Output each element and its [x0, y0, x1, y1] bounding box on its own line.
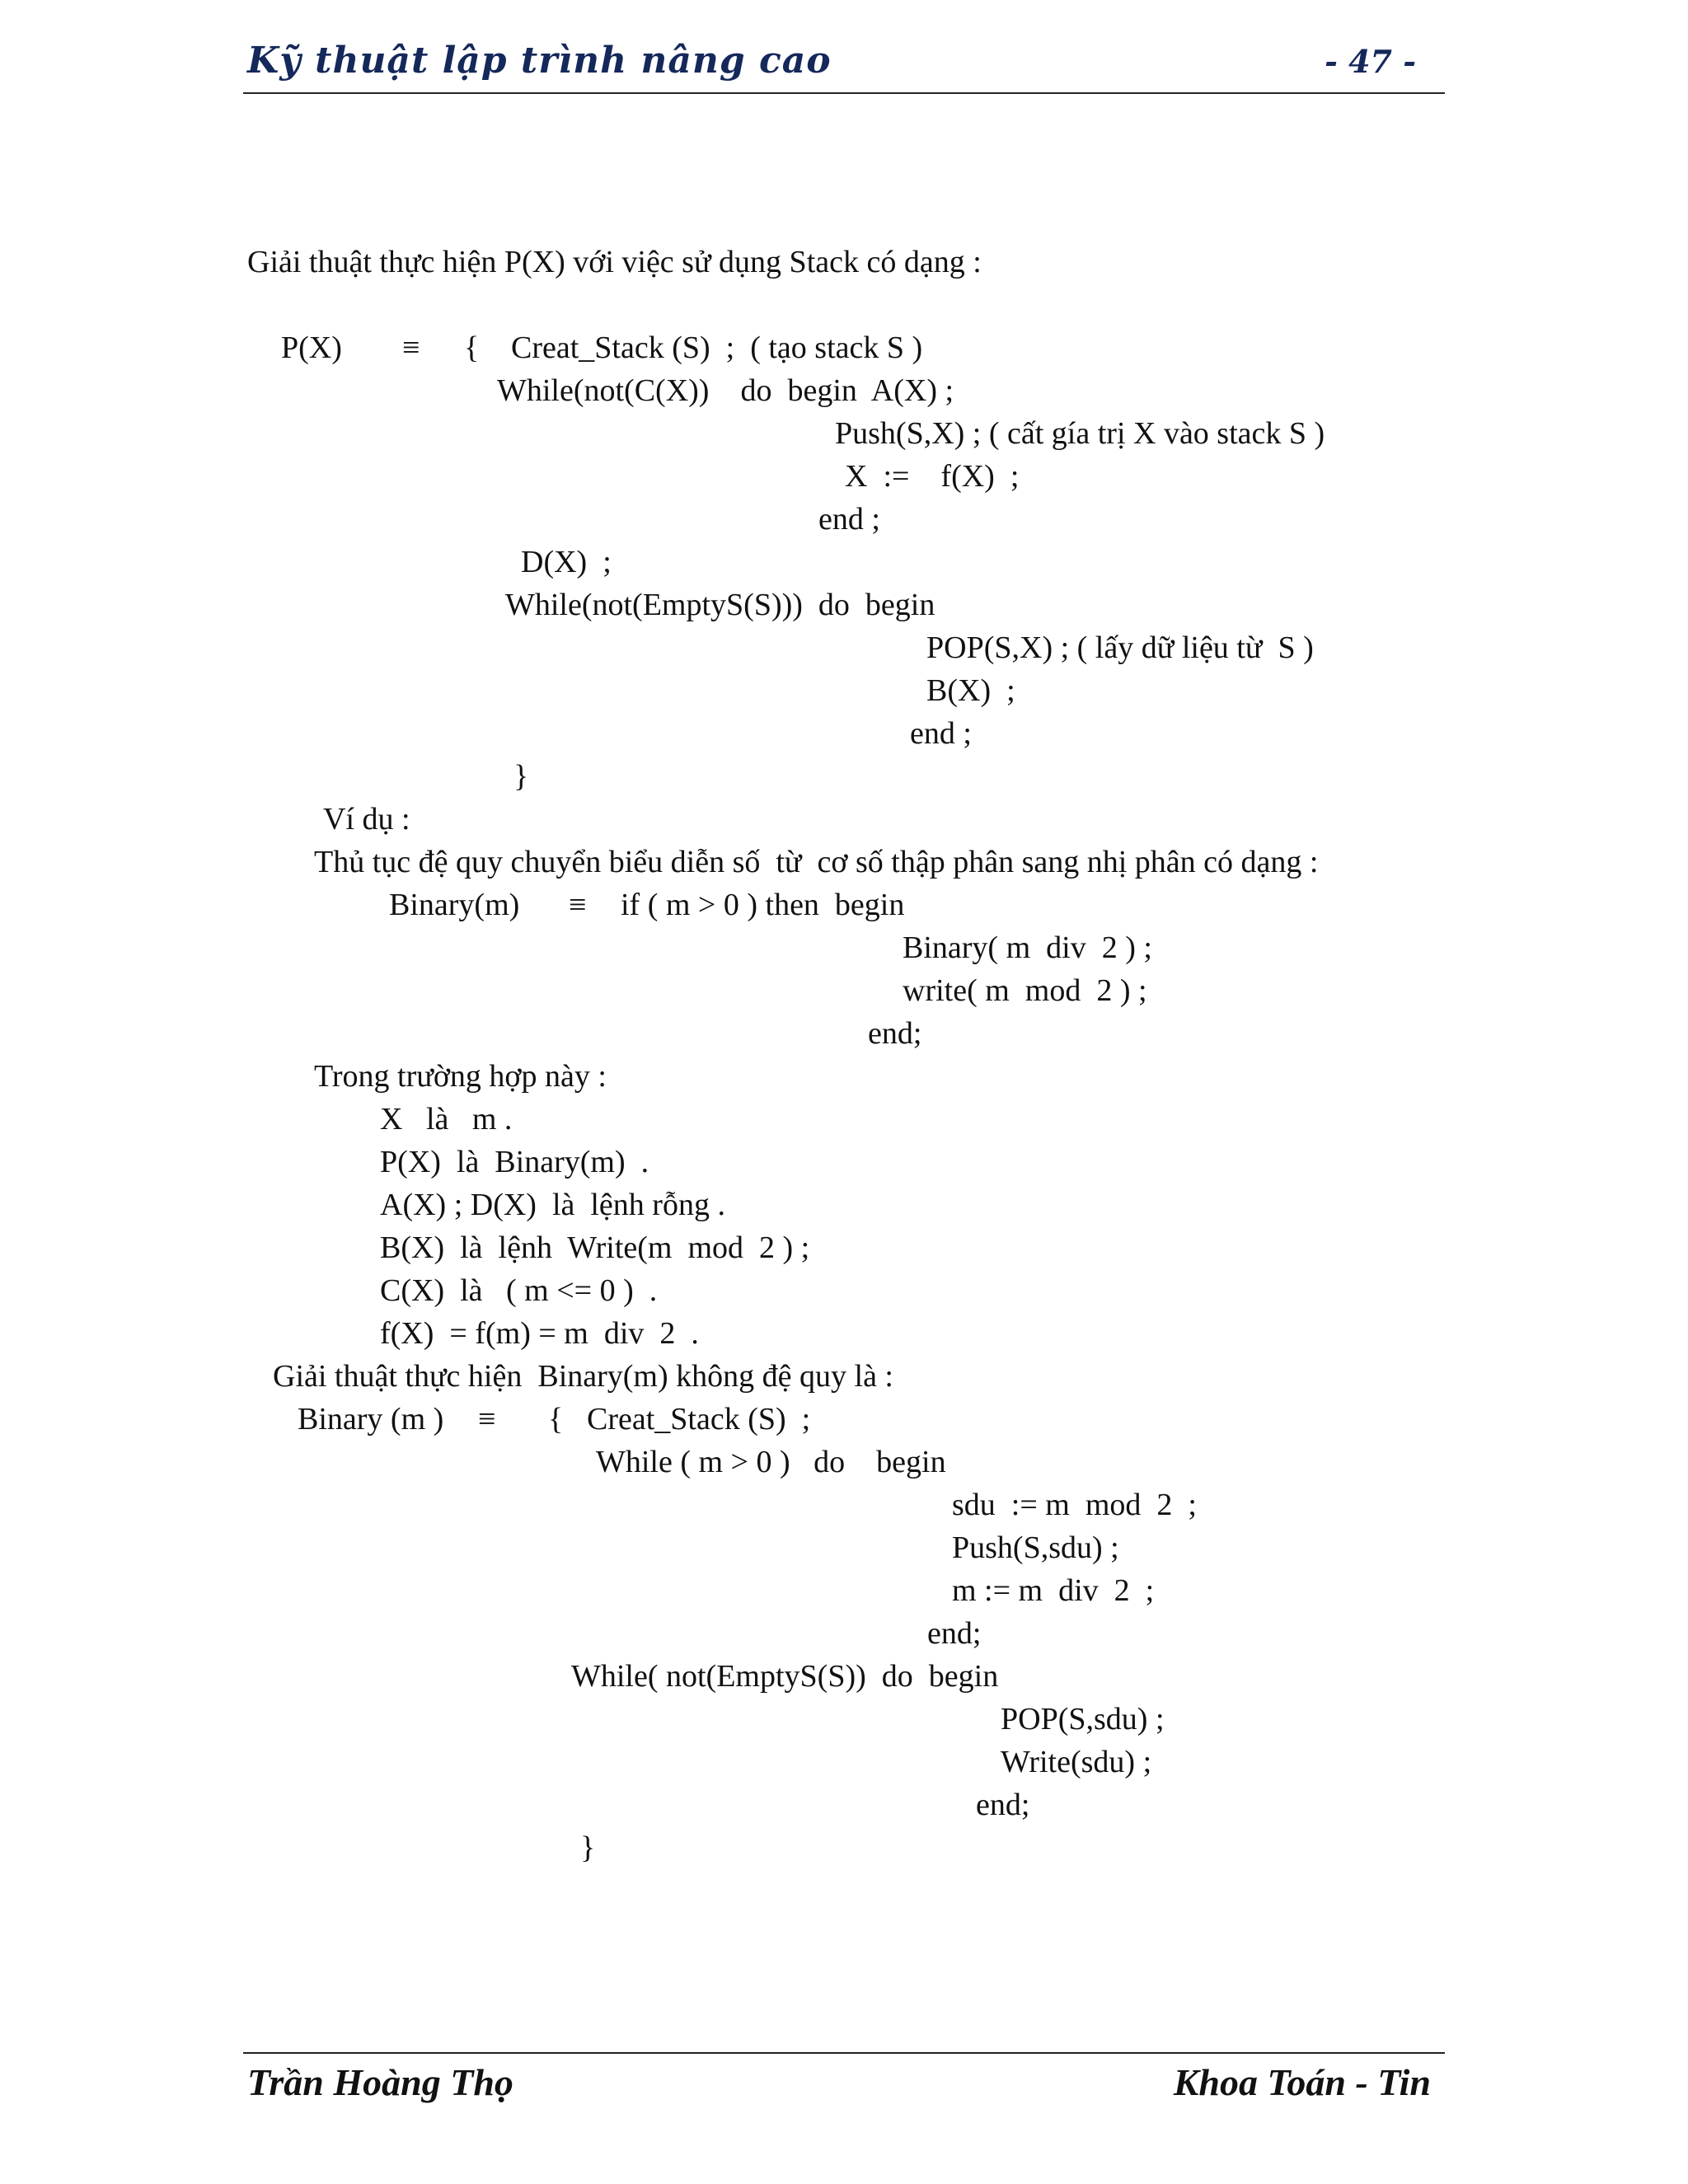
code-line: } — [513, 759, 529, 794]
case-line: B(X) là lệnh Write(m mod 2 ) ; — [380, 1230, 810, 1265]
code-line: D(X) ; — [521, 545, 612, 579]
code-line: X := f(X) ; — [845, 459, 1020, 494]
case-line: A(X) ; D(X) là lệnh rỗng . — [380, 1188, 725, 1222]
code-line: ≡ — [478, 1402, 496, 1436]
code-line: sdu := m mod 2 ; — [952, 1488, 1197, 1522]
code-line: if ( m > 0 ) then begin — [621, 888, 905, 922]
code-line: { — [548, 1402, 564, 1436]
code-line: Push(S,X) ; ( cất gía trị X vào stack S ) — [835, 416, 1325, 451]
footer-rule — [243, 2052, 1445, 2054]
code-line: end ; — [910, 716, 972, 751]
case-line: C(X) là ( m <= 0 ) . — [380, 1273, 658, 1308]
code-line: { — [464, 330, 480, 365]
code-line: POP(S,X) ; ( lấy dữ liệu từ S ) — [926, 630, 1314, 665]
code-line: ≡ — [402, 330, 420, 365]
code-line: While(not(C(X)) do begin A(X) ; — [497, 373, 954, 408]
code-line: m := m div 2 ; — [952, 1573, 1155, 1608]
code-line: write( m mod 2 ) ; — [903, 973, 1147, 1008]
code-line: end; — [927, 1616, 982, 1651]
example-description: Thủ tục đệ quy chuyển biểu diễn số từ cơ số thập phân sang nhị phân có dạng : — [314, 845, 1319, 879]
code-line: B(X) ; — [926, 673, 1015, 708]
code-line: end; — [868, 1016, 922, 1051]
case-line: P(X) là Binary(m) . — [380, 1145, 649, 1179]
code-line: Write(sdu) ; — [1001, 1745, 1152, 1779]
case-intro: Trong trường hợp này : — [314, 1059, 607, 1094]
code-line: Creat_Stack (S) ; — [587, 1402, 811, 1436]
code-line: Binary( m div 2 ) ; — [903, 930, 1152, 965]
case-line: X là m . — [380, 1102, 513, 1137]
code-line: end; — [976, 1788, 1030, 1822]
code-line: Binary(m) — [389, 888, 520, 922]
code-line: end ; — [818, 502, 880, 537]
intro-text: Giải thuật thực hiện P(X) với việc sử dụng Stack có dạng : — [247, 245, 982, 279]
code-line: Push(S,sdu) ; — [952, 1530, 1119, 1565]
example-label: Ví dụ : — [323, 802, 410, 837]
code-line: } — [580, 1830, 596, 1865]
footer-department: Khoa Toán - Tin — [1173, 2061, 1431, 2103]
code-line: While( not(EmptyS(S)) do begin — [571, 1659, 999, 1694]
code-line: While(not(EmptyS(S))) do begin — [505, 588, 935, 622]
code-line: Binary (m ) — [298, 1402, 444, 1436]
code-line: While ( m > 0 ) do begin — [596, 1445, 946, 1479]
header-rule — [243, 92, 1445, 94]
code-line: ≡ — [569, 888, 587, 922]
header-title: Kỹ thuật lập trình nâng cao — [247, 40, 832, 82]
case-line: f(X) = f(m) = m div 2 . — [380, 1316, 699, 1351]
page-number: - 47 - — [1325, 43, 1416, 80]
footer-author: Trần Hoàng Thọ — [247, 2061, 513, 2103]
code-line: P(X) — [281, 330, 342, 365]
code-line: Creat_Stack (S) ; ( tạo stack S ) — [511, 330, 923, 365]
code-line: POP(S,sdu) ; — [1001, 1702, 1165, 1736]
nonrecursive-intro: Giải thuật thực hiện Binary(m) không đệ quy là : — [273, 1359, 893, 1394]
